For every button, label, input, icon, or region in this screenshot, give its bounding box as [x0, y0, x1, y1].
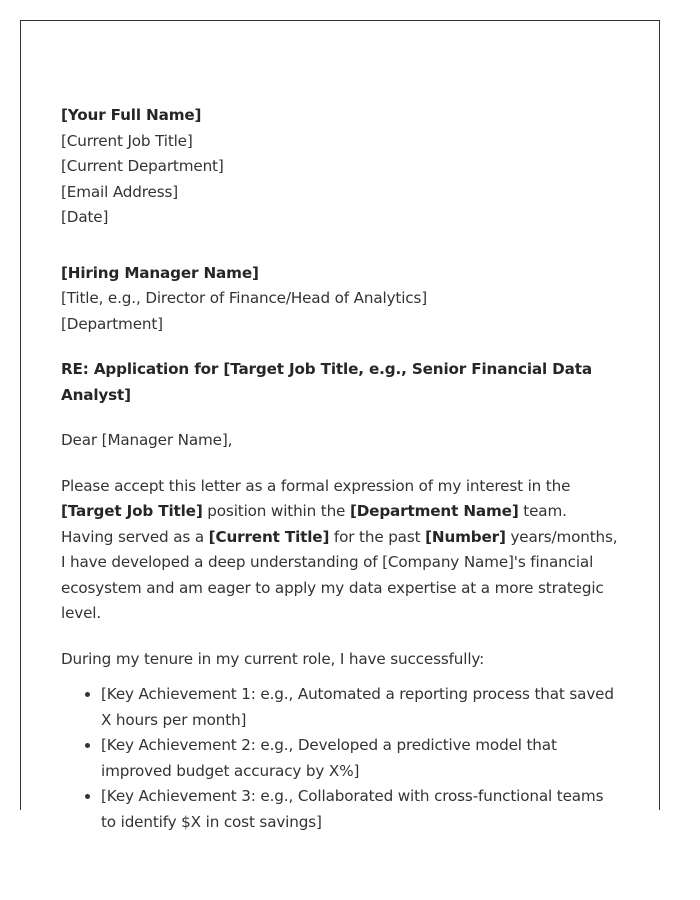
sender-department: [Current Department] — [61, 157, 224, 175]
paragraph-text: years/months, I have developed a deep understanding of [Company Name]'s financial ecosystem and am eager to apply my data expertise at a more strategic level. — [61, 527, 618, 622]
current-title-placeholder: [Current Title] — [208, 527, 330, 546]
recipient-title: [Title, e.g., Director of Finance/Head of Analytics] — [61, 289, 428, 307]
sender-block — [61, 103, 621, 231]
letter-page — [20, 20, 660, 831]
sender-name: [Your Full Name] — [61, 106, 202, 124]
recipient-department: [Department] — [61, 314, 163, 333]
paragraph-text: for the past — [329, 527, 426, 546]
letter-date: [Date] — [61, 208, 109, 226]
body-paragraph-2: During my tenure in my current role, I have successfully: — [61, 649, 485, 668]
sender-job-title: [Current Job Title] — [61, 131, 193, 150]
target-job-title-placeholder: [Target Job Title] — [61, 502, 203, 520]
paragraph-text: Please accept this letter as a formal expression of my interest in the — [61, 476, 571, 495]
paragraph-text: position within the — [202, 502, 350, 520]
recipient-block — [61, 261, 621, 338]
list-item: • [Key Achievement 1: e.g., Automated a reporting process that saved X hours per month] — [101, 682, 621, 733]
subject-line: RE: Application for [Target Job Title, e.g., Senior Financial Data Analyst] — [61, 360, 592, 404]
list-item: • [Key Achievement 3: e.g., Collaborated with cross-functional teams to identify $X in cost savings] — [101, 784, 621, 835]
body-paragraph-1 — [61, 474, 621, 627]
list-item: • [Key Achievement 2: e.g., Developed a predictive model that improved budget accuracy by X%] — [101, 733, 621, 784]
achievements-list — [61, 682, 621, 835]
sender-email: [Email Address] — [61, 182, 179, 201]
number-placeholder: [Number] — [425, 527, 506, 546]
paragraph-text: team. Having served as a — [61, 502, 567, 546]
department-name-placeholder: [Department Name] — [349, 502, 519, 520]
recipient-name: [Hiring Manager Name] — [61, 263, 259, 282]
salutation: Dear [Manager Name], — [61, 431, 233, 449]
letter-content — [61, 103, 621, 835]
